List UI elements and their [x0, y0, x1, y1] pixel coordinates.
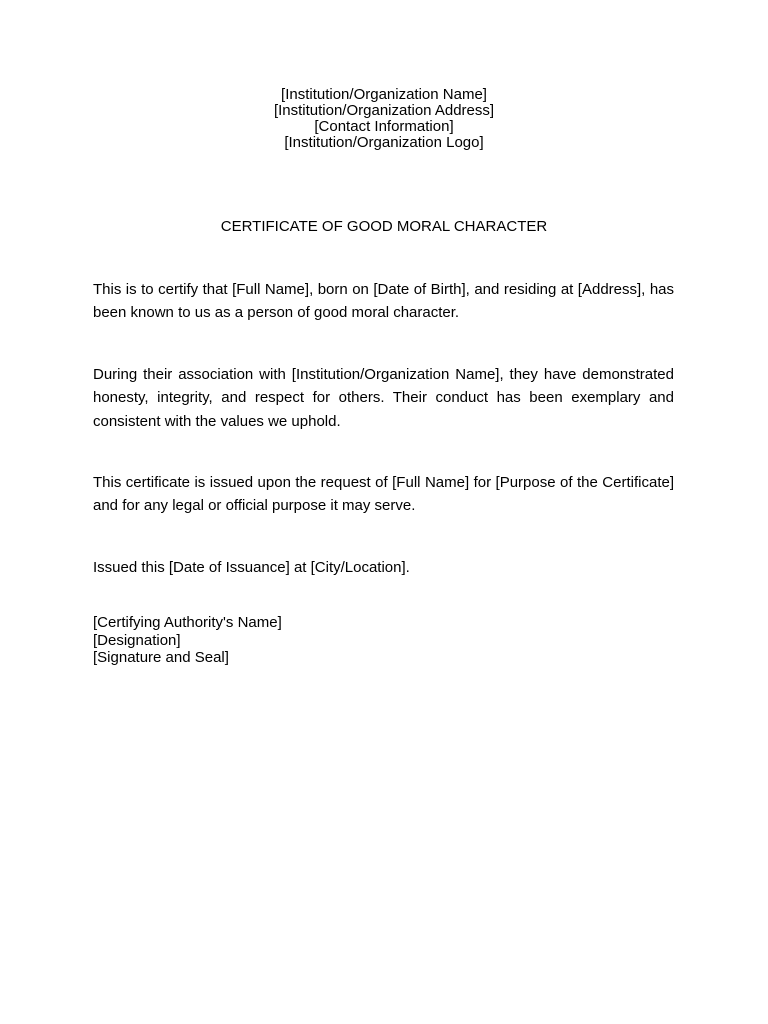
org-name: [Institution/Organization Name]: [281, 86, 487, 103]
issuance-paragraph: Issued this [Date of Issuance] at [City/Location].: [93, 559, 410, 576]
letterhead: [0, 87, 768, 151]
conduct-paragraph: During their association with [Institution/Organization Name], they have demonstrated honesty, integrity, and respect for others. Their conduct has been exemplary and consistent with the values we uphold.: [93, 366, 674, 430]
authority-name: [Certifying Authority's Name]: [93, 614, 282, 631]
designation: [Designation]: [93, 631, 181, 649]
signature-and-seal: [Signature and Seal]: [93, 649, 229, 666]
signature-block: [93, 614, 282, 667]
purpose-paragraph: This certificate is issued upon the request of [Full Name] for [Purpose of the Certificate] and for any legal or official purpose it may serve.: [93, 474, 674, 515]
org-logo-placeholder: [Institution/Organization Logo]: [284, 134, 484, 151]
org-address: [Institution/Organization Address]: [273, 102, 495, 119]
certificate-title: CERTIFICATE OF GOOD MORAL CHARACTER: [220, 218, 548, 235]
contact-info: [Contact Information]: [314, 118, 454, 135]
certification-paragraph: This is to certify that [Full Name], born on [Date of Birth], and residing at [Address], has been known to us as a person of good moral character.: [93, 281, 674, 322]
